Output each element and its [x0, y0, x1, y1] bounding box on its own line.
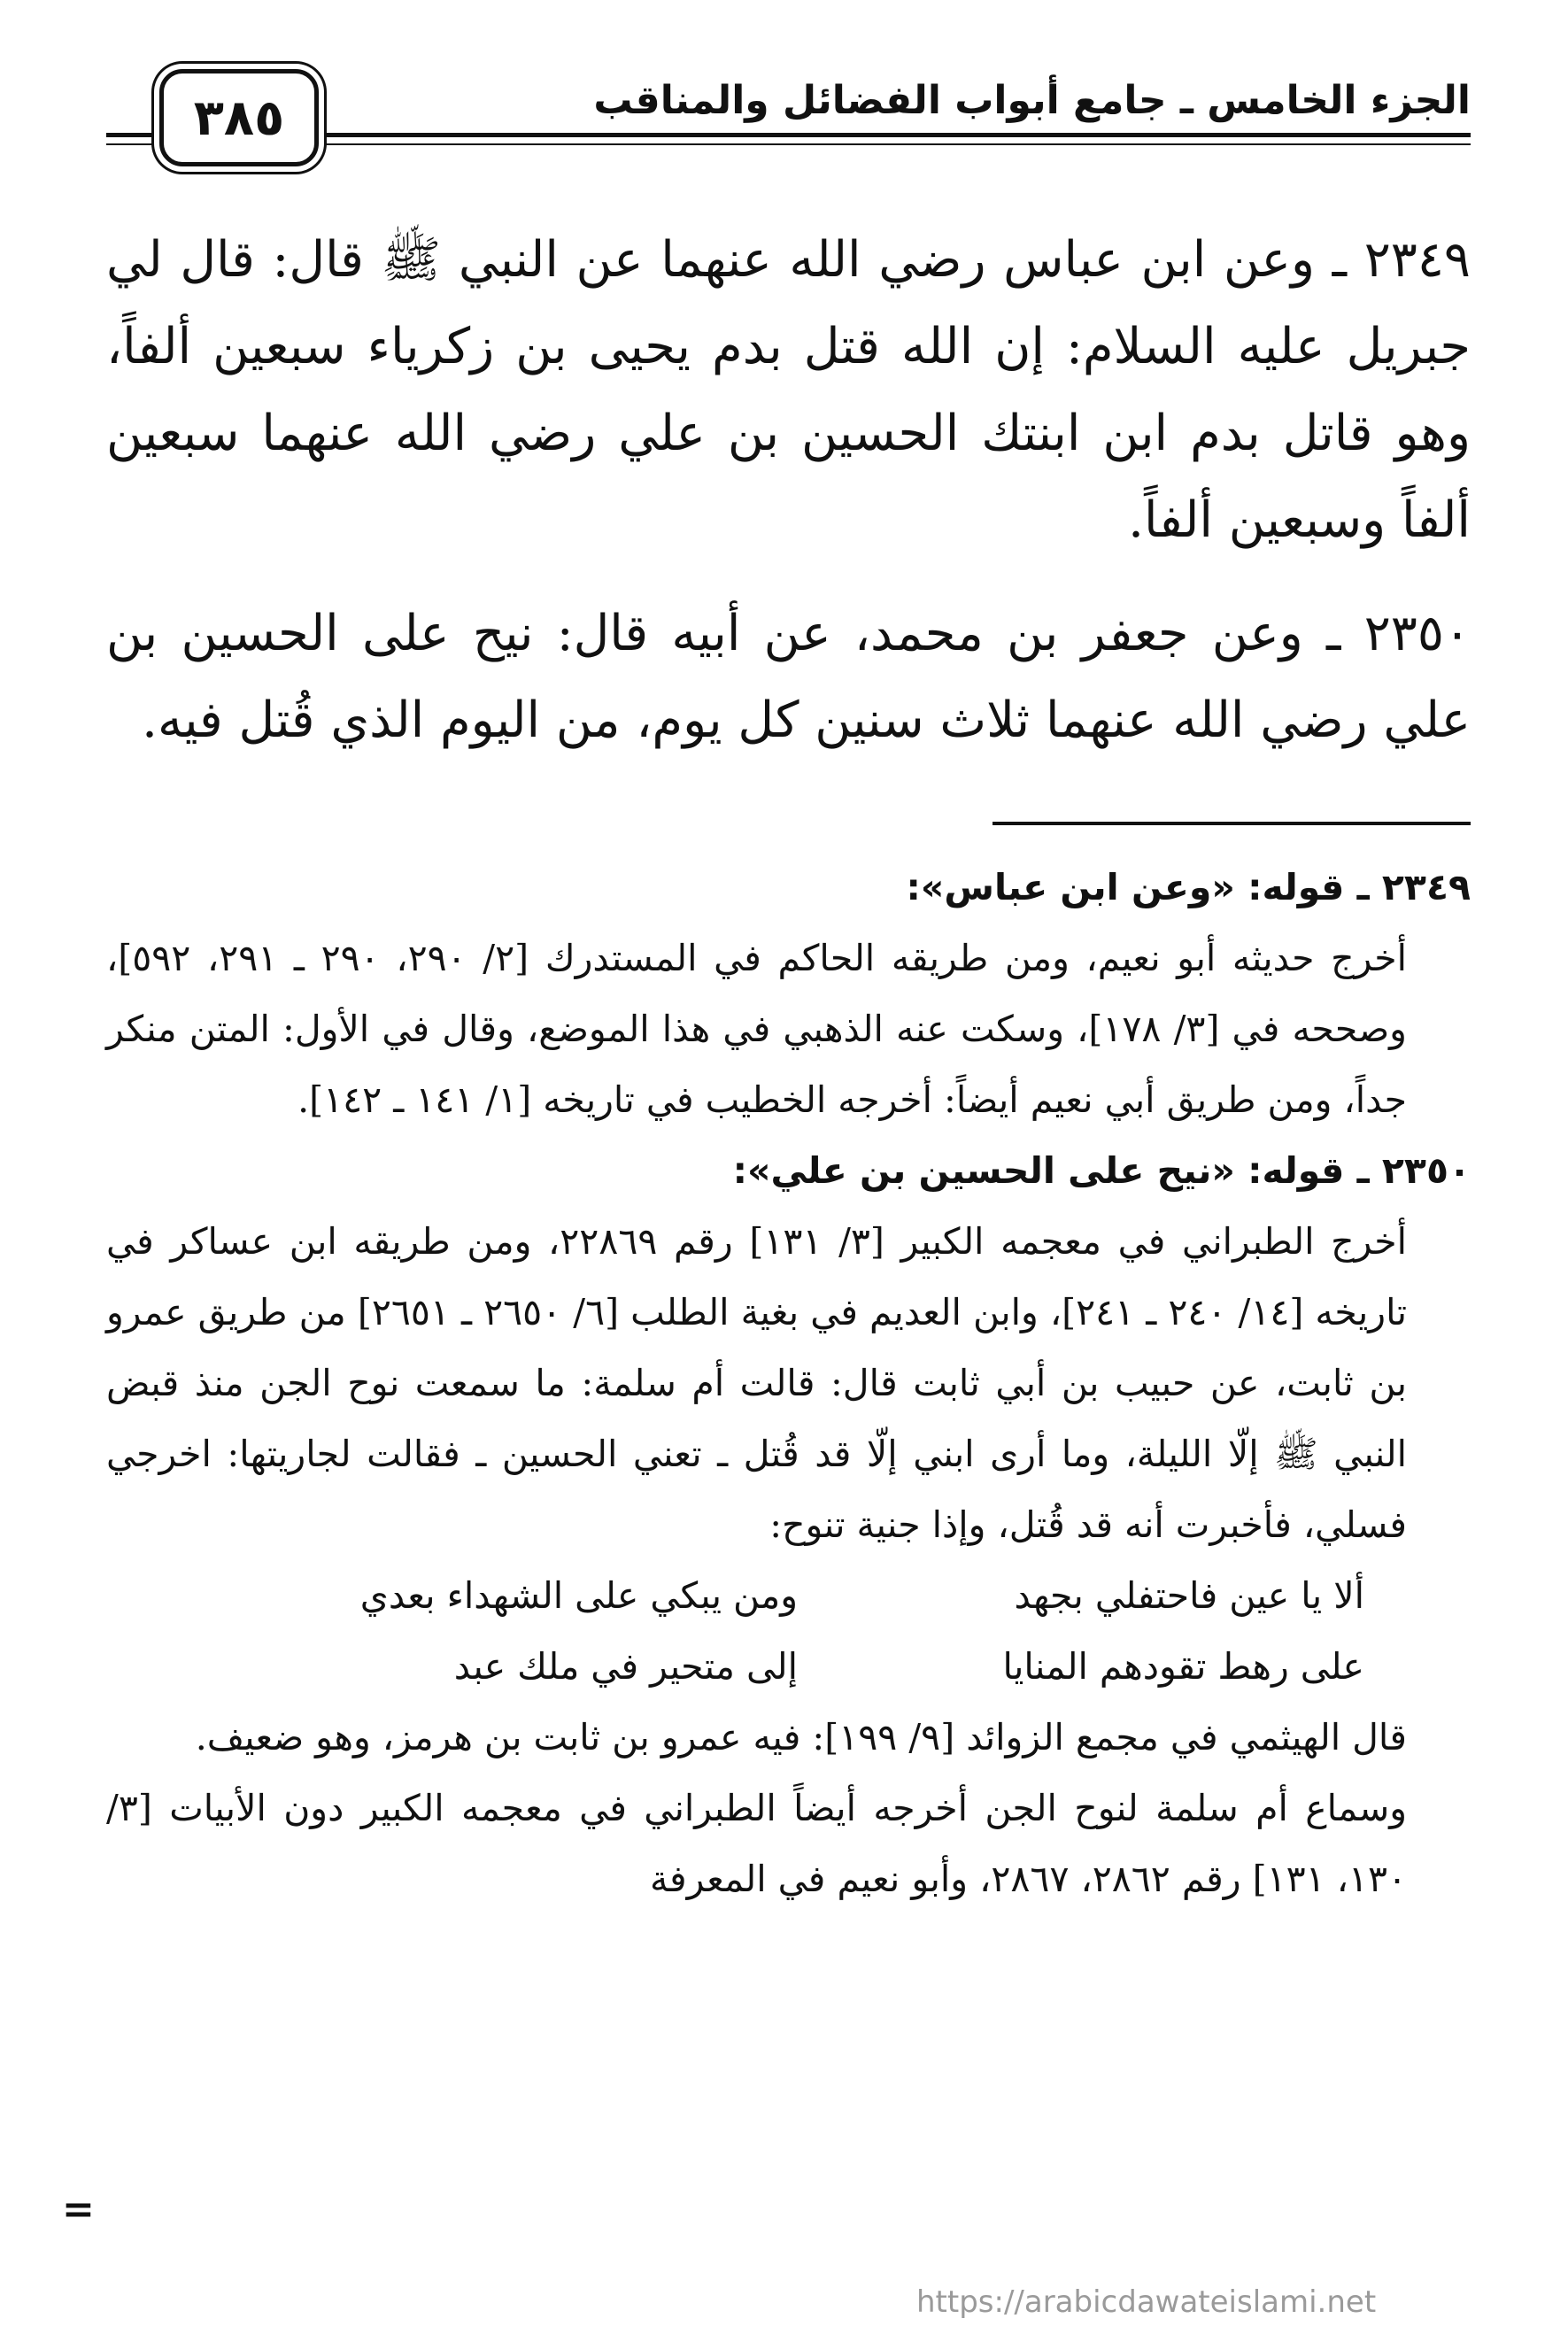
footnote-text-2350: أخرج الطبراني في معجمه الكبير [٣/ ١٣١] رقم ٢٢٨٦٩، ومن طريقه ابن عساكر في تاريخه [١٤/ ٢٤٠ ـ ٢٤١]، وابن العديم في بغية الطلب [٦/ ٢٦٥٠ ـ ٢٦٥١] من طريق عمرو بن ثابت، عن حبيب بن أبي ثابت قال: قالت أم سلمة: ما سمعت نوح الجن منذ قبض النبي ﷺ إلّا الليلة، وما أرى ابني إلّا قد قُتل ـ تعني الحسين ـ فقالت لجاريتها: اخرجي فسلي، فأخبرت أنه قد قُتل، وإذا جنية تنوح: — [106, 1220, 1407, 1546]
page-number-badge — [159, 69, 319, 166]
hadith-2349: ٢٣٤٩ ـ وعن ابن عباس رضي الله عنهما عن النبي ﷺ قال: قال لي جبريل عليه السلام: إن الله قتل بدم يحيى بن زكرياء سبعين ألفاً، وهو قاتل بدم ابن ابنتك الحسين بن علي رضي الله عنهما سبعين ألفاً وسبعين ألفاً. — [106, 231, 1471, 549]
continuation-mark: = — [62, 2187, 95, 2232]
poem-hemistich: على رهط تقودهم المنايا — [1002, 1645, 1364, 1688]
page-number: ٣٨٥ — [193, 89, 285, 147]
poem-line — [106, 1631, 1471, 1702]
main-text — [106, 217, 1471, 764]
footnote-divider — [993, 822, 1471, 825]
poem-hemistich: إلى متحير في ملك عبد — [453, 1645, 798, 1688]
watermark-url: https://arabicdawateislami.net — [916, 2284, 1377, 2320]
running-header: الجزء الخامس ـ جامع أبواب الفضائل والمناقب — [593, 78, 1471, 123]
hadith-2350: ٢٣٥٠ ـ وعن جعفر بن محمد، عن أبيه قال: نيح على الحسين بن علي رضي الله عنهما ثلاث سنين كل يوم، من اليوم الذي قُتل فيه. — [106, 605, 1471, 749]
poem-hemistich: ألا يا عين فاحتفلي بجهد — [1014, 1574, 1364, 1617]
footnote-title-2349: ٢٣٤٩ ـ قوله: «وعن ابن عباس»: — [906, 866, 1471, 908]
footnotes — [106, 852, 1471, 1914]
footnote-title-2350: ٢٣٥٠ ـ قوله: «نيح على الحسين بن علي»: — [732, 1149, 1471, 1192]
footnote-text-2349: أخرج حديثه أبو نعيم، ومن طريقه الحاكم في المستدرك [٢/ ٢٩٠، ٢٩٠ ـ ٢٩١، ٥٩٢]، وصححه في [٣/ ١٧٨]، وسكت عنه الذهبي في هذا الموضع، وقال في الأول: المتن منكر جداً، ومن طريق أبي نعيم أيضاً: أخرجه الخطيب في تاريخه [١/ ١٤١ ـ ١٤٢]. — [106, 937, 1408, 1121]
footnote-text-haythami: قال الهيثمي في مجمع الزوائد [٩/ ١٩٩]: فيه عمرو بن ثابت بن هرمز، وهو ضعيف. — [195, 1716, 1407, 1758]
poem-hemistich: ومن يبكي على الشهداء بعدي — [359, 1574, 798, 1617]
poem-line — [106, 1560, 1471, 1631]
footnote-text-continued: وسماع أم سلمة لنوح الجن أخرجه أيضاً الطبراني في معجمه الكبير دون الأبيات [٣/ ١٣٠، ١٣١] رقم ٢٨٦٢، ٢٨٦٧، وأبو نعيم في المعرفة — [106, 1787, 1407, 1900]
